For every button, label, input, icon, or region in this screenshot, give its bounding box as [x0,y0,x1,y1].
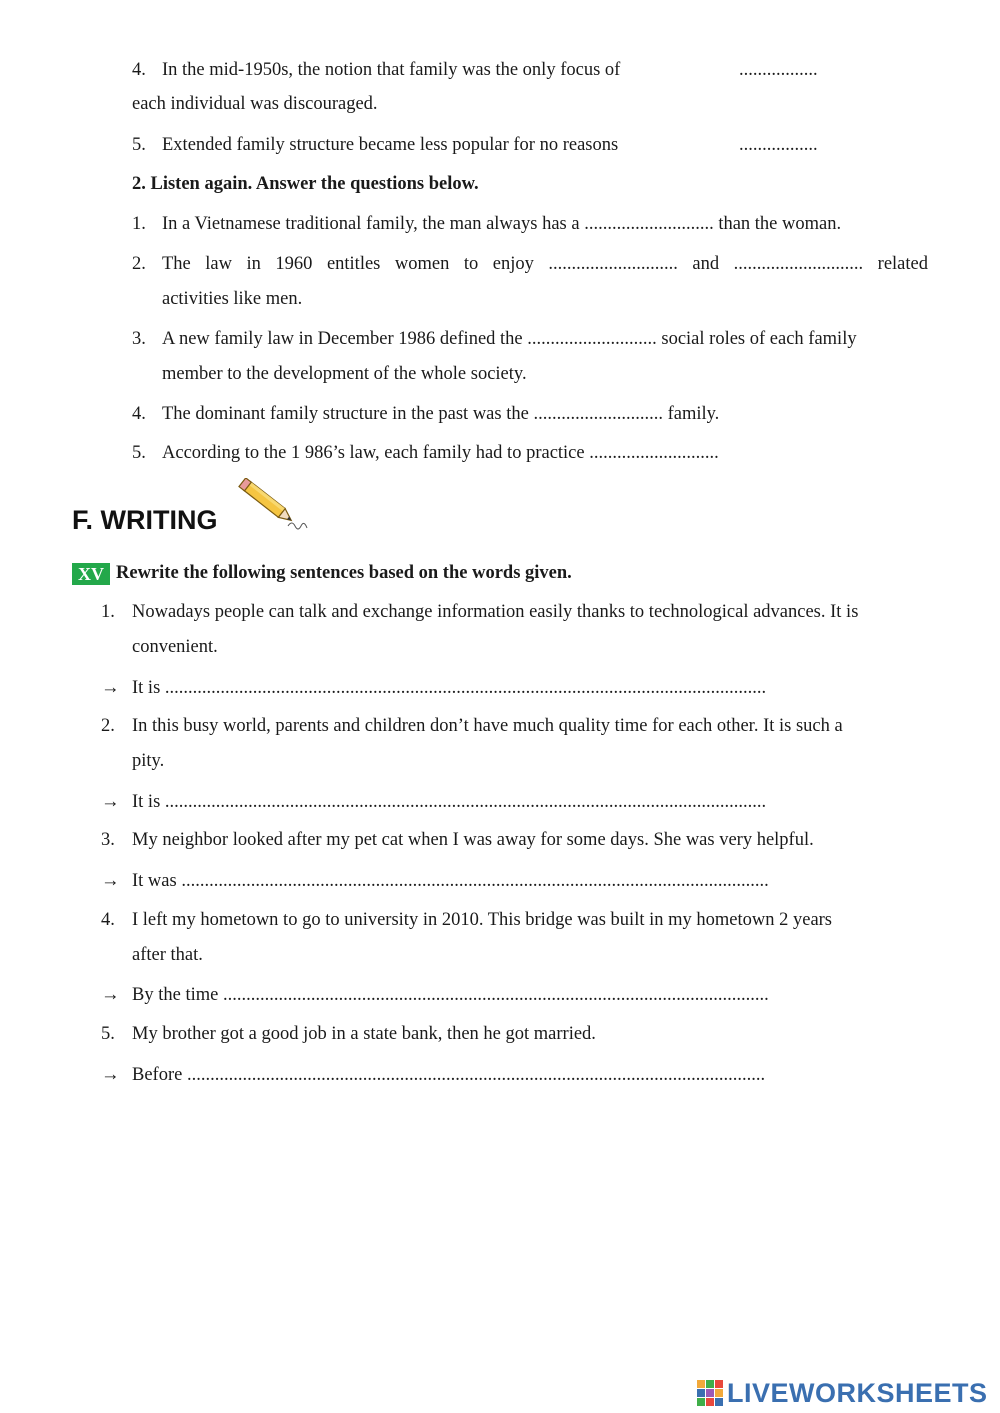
item-text: Extended family structure became less popular for no reasons [162,135,619,155]
item-text: I left my hometown to go to university in 2010. This bridge was built in my hometown 2 years [132,910,833,930]
question-text-justified[interactable] [162,254,928,275]
item-text: In the mid-1950s, the notion that family was the only focus of [162,60,621,80]
pencil-icon [232,478,312,534]
question-text[interactable]: According to the 1 986’s law, each family had to practice ............................ [162,443,719,463]
item-text: My neighbor looked after my pet cat when I was away for some days. She was very helpful. [132,830,814,850]
question-number: 2. [132,254,146,274]
question-number: 5. [132,443,146,463]
item-number: 4. [101,910,115,930]
word: enjoy [492,254,534,274]
question-text[interactable]: In a Vietnamese traditional family, the man always has a ............................ than the woman. [162,214,842,234]
question-text-continued: member to the development of the whole society. [162,364,527,384]
word: to [463,254,479,274]
question-text[interactable]: The dominant family structure in the past was the ............................ family. [162,404,720,424]
item-number: 2. [101,716,115,736]
word: and [692,254,720,274]
item-text: Nowadays people can talk and exchange information easily thanks to technological advances. It is [132,602,859,622]
word: entitles [326,254,381,274]
answer-line[interactable]: It is .................................................................................................................................. [132,792,767,812]
answer-line[interactable]: It is .................................................................................................................................. [132,678,767,698]
item-number: 3. [101,830,115,850]
listening-instruction: 2. Listen again. Answer the questions below. [132,174,479,194]
item-text-continued: convenient. [132,637,218,657]
word: The [162,254,191,274]
word: women [394,254,450,274]
word: related [877,254,928,274]
arrow-icon: → [101,985,120,1005]
liveworksheets-logo[interactable] [697,1376,988,1410]
answer-blank[interactable]: ................. [739,60,818,80]
question-number: 4. [132,404,146,424]
word: in [246,254,261,274]
arrow-icon: → [101,1065,120,1085]
item-number: 1. [101,602,115,622]
question-number: 1. [132,214,146,234]
exercise-label: XV [72,563,110,585]
word: 1960 [275,254,313,274]
logo-blocks-icon [697,1380,723,1406]
answer-line[interactable]: By the time ...................................................................................................................... [132,985,769,1005]
item-text-continued: pity. [132,751,165,771]
exercise-instruction: Rewrite the following sentences based on the words given. [116,563,572,583]
arrow-icon: → [101,678,120,698]
item-text: In this busy world, parents and children don’t have much quality time for each other. It is such a [132,716,843,736]
word: law [205,254,232,274]
answer-blank[interactable]: ................. [739,135,818,155]
item-text: My brother got a good job in a state bank, then he got married. [132,1024,596,1044]
item-text-continued: after that. [132,945,203,965]
section-title: F. WRITING [72,505,218,535]
item-number: 5. [101,1024,115,1044]
item-text-continued: each individual was discouraged. [132,94,378,114]
answer-line[interactable]: Before ............................................................................................................................. [132,1065,766,1085]
arrow-icon: → [101,792,120,812]
item-number: 5. [132,135,146,155]
question-text-continued: activities like men. [162,289,303,309]
question-text[interactable]: A new family law in December 1986 defined the ............................ social roles of each family [162,329,857,349]
arrow-icon: → [101,871,120,891]
answer-blank[interactable]: ............................ [548,254,678,274]
item-number: 4. [132,60,146,80]
answer-blank[interactable]: ............................ [733,254,864,274]
answer-line[interactable]: It was ............................................................................................................................... [132,871,769,891]
question-number: 3. [132,329,146,349]
logo-text: LIVEWORKSHEETS [727,1377,988,1408]
